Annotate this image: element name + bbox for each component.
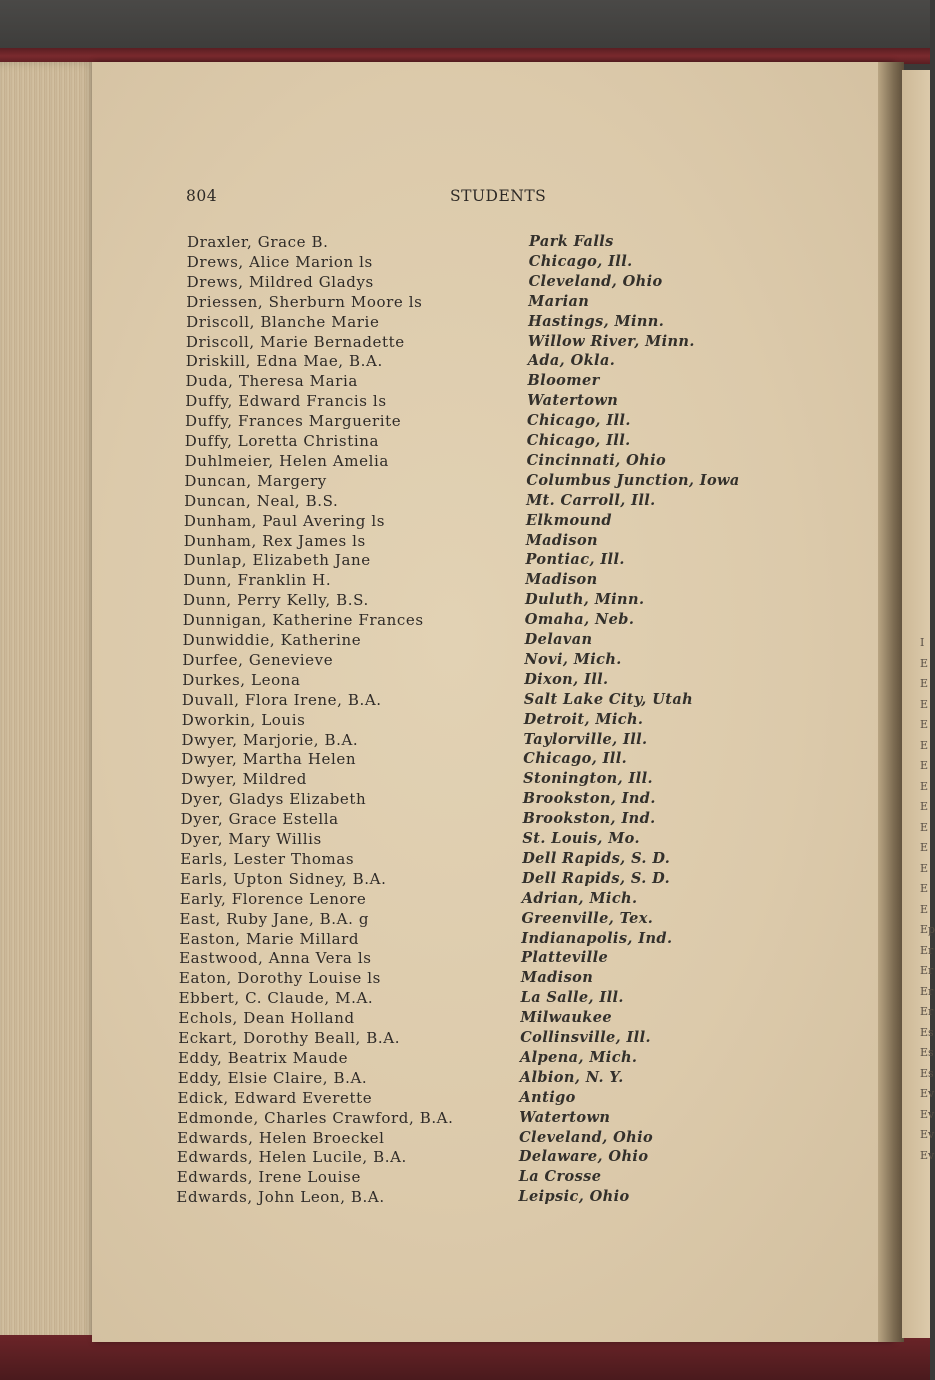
facing-page-fragment: Es: [920, 1025, 934, 1039]
student-hometown: Milwaukee: [520, 1009, 612, 1027]
list-item: [184, 531, 784, 551]
student-name: Dwyer, Mildred: [181, 770, 307, 789]
student-name: Earls, Lester Thomas: [180, 849, 355, 868]
list-item: [183, 590, 783, 610]
student-hometown: Brookston, Ind.: [522, 810, 656, 828]
facing-page-fragment: E: [920, 677, 929, 690]
list-item: [177, 1108, 777, 1128]
student-hometown: Omaha, Neb.: [524, 611, 635, 629]
page-title: STUDENTS: [450, 187, 547, 205]
facing-page-fragment: E: [920, 861, 929, 875]
student-hometown: Dell Rapids, S. D.: [522, 869, 671, 887]
facing-page-fragment: Ev: [920, 1128, 935, 1141]
student-name: Dunlap, Elizabeth Jane: [183, 551, 371, 570]
student-name: Duffy, Frances Marguerite: [185, 412, 402, 431]
list-item: [176, 1187, 776, 1207]
list-item: [179, 988, 779, 1008]
student-name: Driskill, Edna Mae, B.A.: [185, 352, 383, 371]
student-name: Dworkin, Louis: [181, 710, 306, 729]
list-item: [177, 1167, 777, 1187]
student-hometown: Dell Rapids, S. D.: [522, 849, 671, 867]
list-item: [179, 929, 779, 949]
student-name: Eddy, Elsie Claire, B.A.: [177, 1068, 368, 1087]
list-item: [185, 431, 785, 451]
list-item: [181, 749, 781, 769]
student-name: Drews, Mildred Gladys: [186, 272, 374, 291]
student-name: Draxler, Grace B.: [187, 233, 329, 251]
list-item: [182, 650, 782, 670]
student-name: Duffy, Edward Francis ls: [185, 392, 387, 411]
facing-page-fragment: E: [920, 820, 929, 834]
student-hometown: La Salle, Ill.: [520, 989, 624, 1007]
student-hometown: Columbus Junction, Iowa: [526, 471, 740, 489]
facing-page-fragment: E: [920, 656, 929, 670]
student-hometown: Delavan: [524, 631, 593, 648]
list-item: [186, 332, 786, 352]
list-item: [179, 948, 779, 968]
student-hometown: Watertown: [527, 392, 619, 410]
list-item: [181, 769, 781, 789]
list-item: [178, 1068, 778, 1088]
student-name: Dwyer, Martha Helen: [181, 750, 357, 769]
list-item: [177, 1147, 777, 1167]
student-hometown: Park Falls: [529, 233, 614, 250]
student-name: Edwards, John Leon, B.A.: [176, 1188, 385, 1207]
facing-page-fragment: Ep: [920, 923, 935, 936]
list-item: [184, 491, 784, 511]
list-item: [180, 829, 780, 849]
list-item: [183, 630, 783, 650]
student-hometown: Greenville, Tex.: [521, 909, 654, 927]
student-name: Driscoll, Marie Bernadette: [185, 332, 405, 351]
student-name: Duda, Theresa Maria: [185, 372, 358, 391]
facing-page-fragment: E: [920, 718, 929, 731]
list-item: [185, 451, 785, 471]
facing-page-fragment: E: [920, 697, 929, 711]
student-hometown: Novi, Mich.: [524, 650, 622, 668]
list-item: [184, 471, 784, 491]
student-hometown: Chicago, Ill.: [528, 252, 633, 270]
facing-page-fragment: E: [920, 738, 929, 752]
list-item: [178, 1088, 778, 1108]
student-hometown: Duluth, Minn.: [525, 591, 645, 609]
list-item: [184, 550, 784, 570]
list-item: [179, 968, 779, 988]
list-item: [181, 789, 781, 809]
student-name: Edick, Edward Everette: [177, 1088, 373, 1107]
list-item: [178, 1008, 778, 1028]
student-name: Edwards, Irene Louise: [176, 1168, 361, 1187]
list-item: [187, 252, 787, 272]
student-name: Duncan, Neal, B.S.: [184, 491, 339, 510]
student-name: Dunham, Paul Avering ls: [183, 511, 386, 530]
list-item: [185, 411, 785, 431]
list-item: [184, 511, 784, 531]
facing-page-fragment: Er: [920, 964, 934, 977]
student-hometown: Stonington, Ill.: [523, 770, 653, 788]
student-name: East, Ruby Jane, B.A. g: [179, 909, 370, 928]
student-hometown: Antigo: [519, 1088, 576, 1106]
student-hometown: Leipsic, Ohio: [518, 1188, 630, 1206]
student-hometown: La Crosse: [518, 1168, 602, 1186]
student-name: Driessen, Sherburn Moore ls: [186, 292, 423, 311]
student-hometown: Cleveland, Ohio: [528, 272, 663, 290]
student-name: Duncan, Margery: [184, 471, 327, 490]
list-item: [187, 272, 787, 292]
facing-page-fragment: E: [920, 759, 929, 772]
page-number: 804: [186, 187, 218, 205]
student-hometown: Indianapolis, Ind.: [521, 929, 673, 947]
facing-page-edge: [902, 70, 935, 1338]
list-item: [186, 351, 786, 371]
student-name: Easton, Marie Millard: [179, 929, 360, 948]
student-name: Dunnigan, Katherine Frances: [182, 611, 424, 630]
list-item: [183, 570, 783, 590]
student-name: Duffy, Loretta Christina: [184, 432, 380, 450]
facing-page-fragment: E: [920, 882, 929, 895]
student-hometown: Salt Lake City, Utah: [523, 690, 694, 708]
list-item: [180, 849, 780, 869]
facing-page-fragment: E: [920, 902, 929, 916]
list-item: [187, 232, 787, 252]
student-name: Early, Florence Lenore: [179, 889, 367, 908]
student-hometown: Chicago, Ill.: [526, 432, 631, 449]
student-name: Dunwiddie, Katherine: [182, 631, 362, 649]
student-name: Driscoll, Blanche Marie: [186, 312, 380, 331]
facing-page-fragment: Ev: [920, 1087, 935, 1100]
student-hometown: St. Louis, Mo.: [522, 830, 640, 847]
student-hometown: Mt. Carroll, Ill.: [526, 491, 656, 509]
student-hometown: Madison: [525, 571, 598, 589]
student-name: Dunn, Perry Kelly, B.S.: [183, 591, 369, 610]
list-item: [178, 1048, 778, 1068]
list-item: [186, 371, 786, 391]
facing-page-fragment: Ev: [920, 1107, 935, 1121]
student-name: Dyer, Mary Willis: [180, 830, 322, 848]
facing-page-fragment: Er: [920, 984, 934, 998]
student-hometown: Albion, N. Y.: [519, 1068, 624, 1086]
student-hometown: Alpena, Mich.: [520, 1048, 638, 1066]
facing-page-fragment: Er: [920, 1005, 934, 1018]
list-item: [182, 730, 782, 750]
student-name: Duvall, Flora Irene, B.A.: [181, 690, 382, 709]
list-item: [180, 909, 780, 929]
student-name: Edwards, Helen Lucile, B.A.: [176, 1148, 407, 1167]
list-item: [180, 869, 780, 889]
book-gutter: [878, 62, 904, 1342]
student-hometown: Taylorville, Ill.: [523, 730, 648, 748]
list-item: [181, 809, 781, 829]
running-head: [186, 187, 746, 209]
student-hometown: Chicago, Ill.: [523, 750, 628, 768]
student-name: Eaton, Dorothy Louise ls: [178, 969, 381, 988]
student-name: Dunham, Rex James ls: [183, 531, 366, 550]
facing-page-fragment: E: [920, 800, 929, 813]
list-item: [178, 1028, 778, 1048]
list-item: [186, 312, 786, 332]
list-item: [180, 889, 780, 909]
student-hometown: Watertown: [519, 1108, 611, 1126]
facing-page-fragment: Ev: [920, 1148, 935, 1162]
student-hometown: Dixon, Ill.: [524, 670, 609, 688]
student-hometown: Elkmound: [525, 511, 612, 529]
list-item: [183, 610, 783, 630]
list-item: [182, 710, 782, 730]
student-name: Eddy, Beatrix Maude: [178, 1048, 349, 1067]
student-name: Ebbert, C. Claude, M.A.: [178, 989, 374, 1008]
student-name: Dyer, Grace Estella: [180, 810, 339, 829]
student-hometown: Delaware, Ohio: [518, 1148, 649, 1166]
student-hometown: Chicago, Ill.: [527, 412, 631, 430]
list-item: [185, 391, 785, 411]
student-hometown: Hastings, Minn.: [528, 312, 665, 330]
list-item: [182, 670, 782, 690]
student-hometown: Willow River, Minn.: [527, 332, 695, 350]
student-name: Dunn, Franklin H.: [183, 571, 332, 590]
student-hometown: Detroit, Mich.: [523, 710, 644, 728]
facing-page-fragment: Er: [920, 943, 934, 957]
facing-page-fragment: Es: [920, 1046, 934, 1059]
background-top: [0, 0, 930, 52]
student-name: Durfee, Genevieve: [182, 650, 334, 669]
list-item: [182, 690, 782, 710]
student-name: Eastwood, Anna Vera ls: [179, 949, 372, 968]
student-hometown: Brookston, Ind.: [522, 790, 656, 808]
student-name: Edwards, Helen Broeckel: [177, 1128, 385, 1147]
student-hometown: Madison: [525, 531, 598, 549]
student-hometown: Ada, Okla.: [527, 352, 616, 370]
student-name: Dyer, Gladys Elizabeth: [180, 790, 367, 809]
list-item: [186, 292, 786, 312]
facing-page-fragment: I: [920, 636, 925, 649]
student-hometown: Platteville: [521, 949, 609, 967]
student-name: Eckart, Dorothy Beall, B.A.: [178, 1029, 401, 1047]
student-hometown: Cincinnati, Ohio: [526, 451, 667, 469]
facing-page-fragment: E: [920, 779, 929, 793]
facing-page-fragment: E: [920, 841, 929, 854]
student-name: Earls, Upton Sidney, B.A.: [180, 869, 387, 888]
student-name: Drews, Alice Marion ls: [186, 252, 373, 271]
page-stack: [0, 62, 96, 1342]
student-hometown: Cleveland, Ohio: [519, 1128, 654, 1146]
student-hometown: Pontiac, Ill.: [525, 551, 625, 569]
student-hometown: Collinsville, Ill.: [520, 1029, 651, 1046]
list-item: [177, 1128, 777, 1148]
student-name: Dwyer, Marjorie, B.A.: [181, 730, 359, 749]
student-name: Echols, Dean Holland: [178, 1009, 355, 1028]
student-name: Edmonde, Charles Crawford, B.A.: [177, 1108, 454, 1127]
student-hometown: Adrian, Mich.: [521, 889, 638, 907]
student-hometown: Marian: [528, 292, 590, 310]
student-hometown: Bloomer: [527, 372, 600, 390]
facing-page-fragment: Es: [920, 1066, 934, 1080]
student-name: Durkes, Leona: [182, 670, 301, 689]
student-name: Duhlmeier, Helen Amelia: [184, 451, 389, 470]
student-hometown: Madison: [520, 969, 594, 987]
